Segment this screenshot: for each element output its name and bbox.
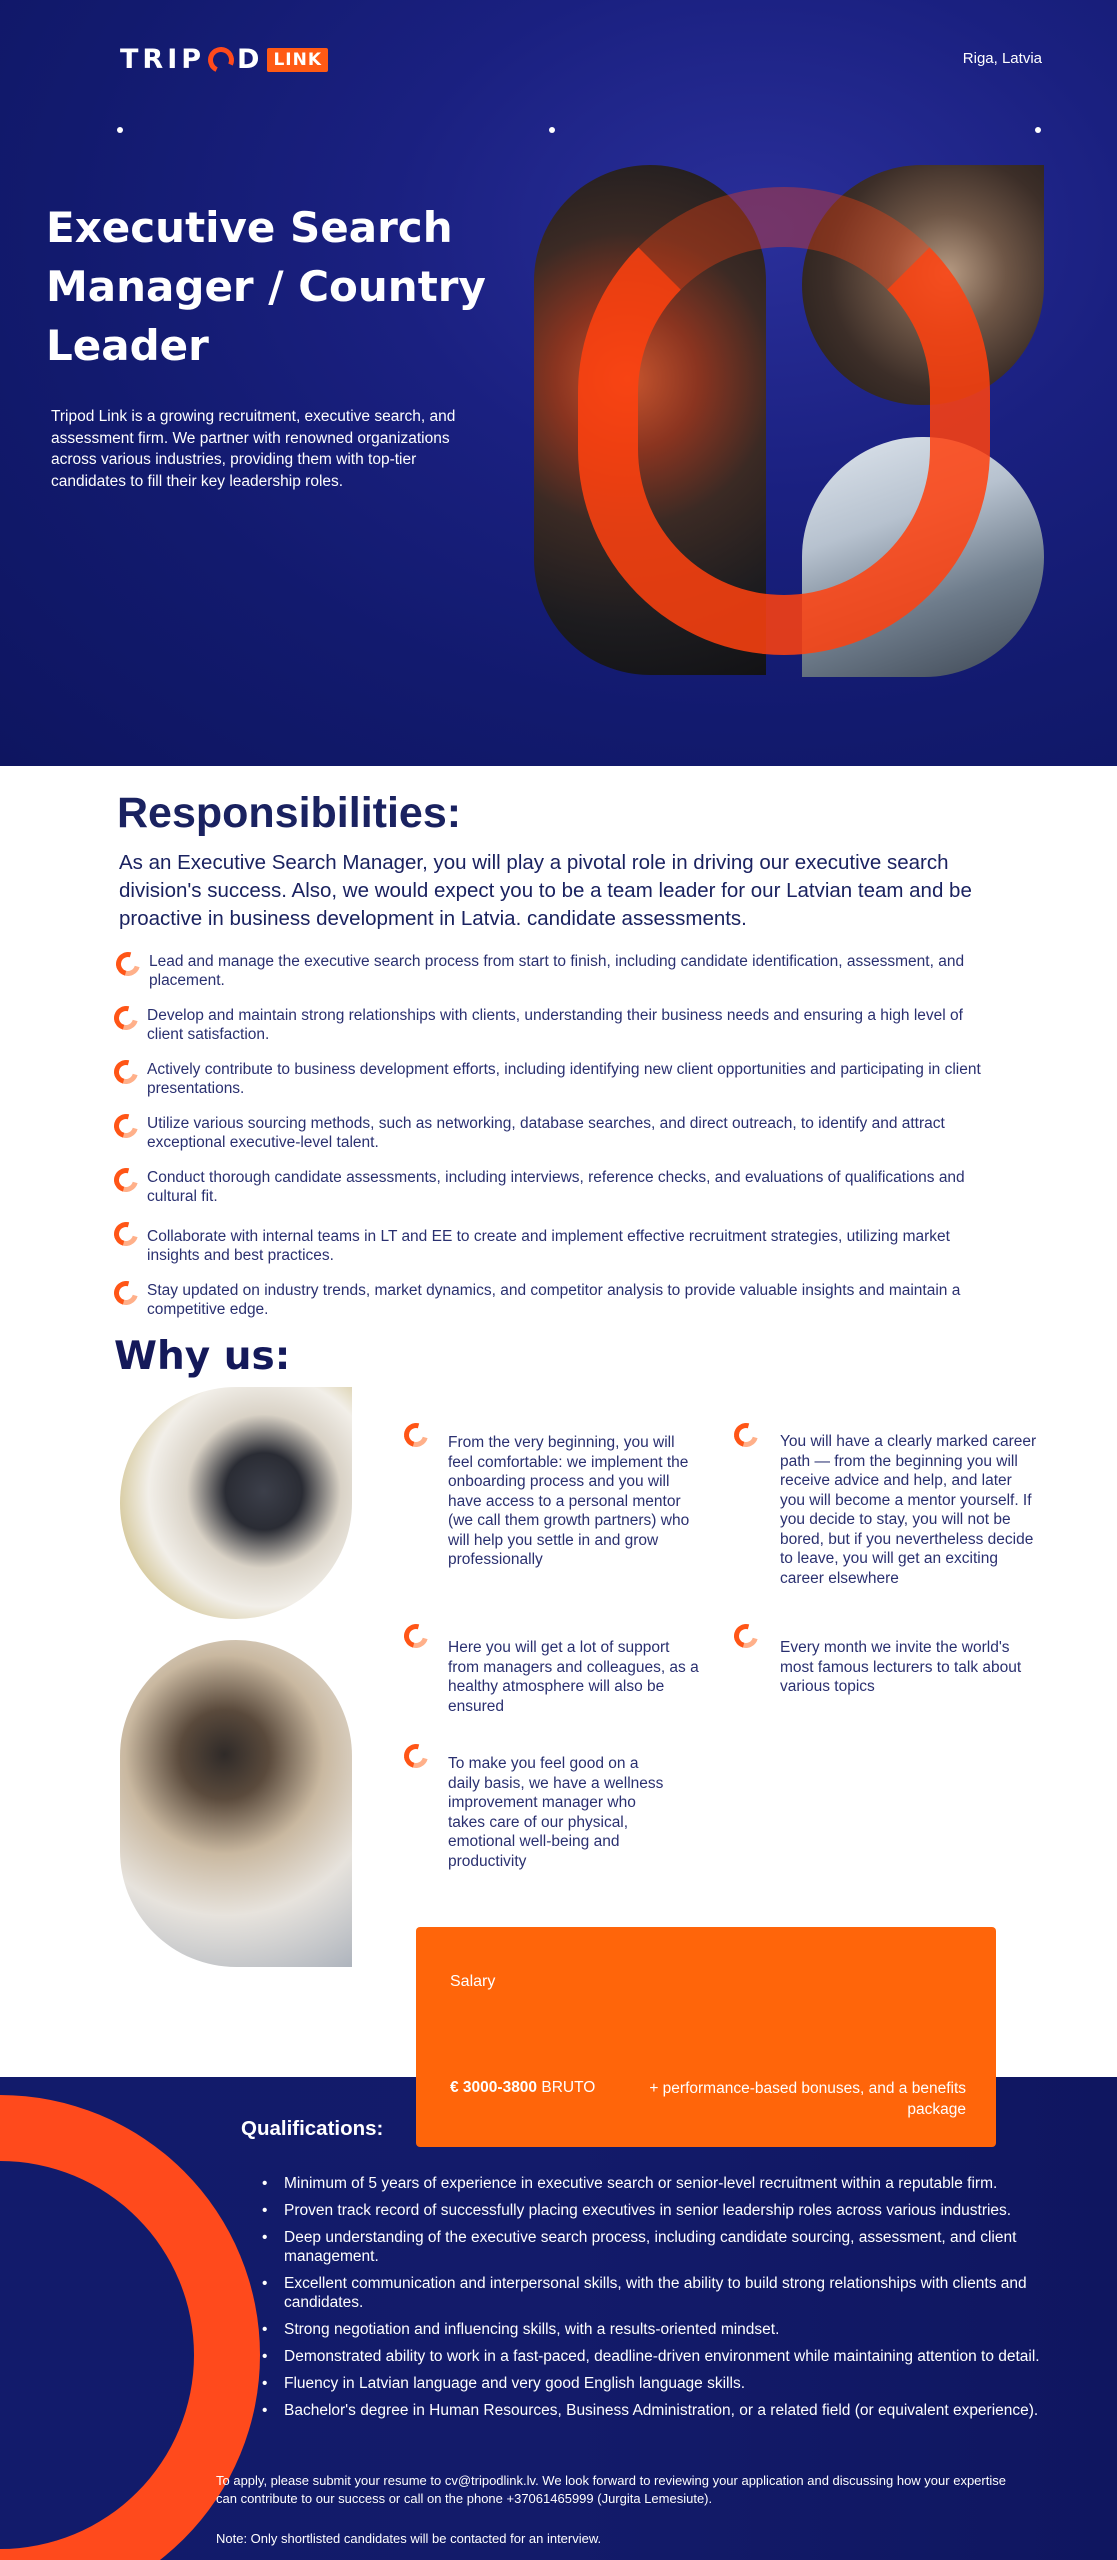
salary-unit: BRUTO xyxy=(541,2079,596,2096)
decor-dot xyxy=(1035,127,1041,133)
company-intro: Tripod Link is a growing recruitment, executive search, and assessment firm. We partner with renowned organizations across various industries, providing them with top-tier candidates to fill their key leadership roles. xyxy=(51,408,456,490)
logo-text-d: D xyxy=(237,44,264,75)
decor-dot xyxy=(549,127,555,133)
responsibilities-heading: Responsibilities: xyxy=(117,789,462,837)
photo-office-team xyxy=(120,1640,352,1967)
list-item: • Bachelor's degree in Human Resources, Business Administration, or a related field (or equivalent experience). xyxy=(262,2401,1062,2420)
list-item: Utilize various sourcing methods, such as networking, database searches, and direct outreach, to identify and attract exceptional executive-level talent. xyxy=(114,1114,984,1152)
responsibilities-list xyxy=(114,952,984,1319)
responsibilities-intro: As an Executive Search Manager, you will play a pivotal role in driving our executive search division's success. Also, we would expect you to be a team leader for our Latvian team and be proactive in business development in Latvia. candidate assessments. xyxy=(119,851,972,930)
orange-bullet-icon xyxy=(400,1419,433,1452)
job-title: Executive Search Manager / Country Leader xyxy=(46,203,486,370)
orange-bullet-icon xyxy=(730,1620,763,1653)
list-item: Actively contribute to business development efforts, including identifying new client opportunities and participating in client presentations. xyxy=(114,1060,984,1098)
why-us-item: Here you will get a lot of support from managers and colleagues, as a healthy atmosphere will also be ensured xyxy=(448,1639,699,1715)
salary-label: Salary xyxy=(450,1973,496,1990)
hero-photo-collage xyxy=(534,165,1044,680)
list-item: • Demonstrated ability to work in a fast-paced, deadline-driven environment while maintaining attention to detail. xyxy=(262,2347,1062,2366)
salary-card xyxy=(416,1927,996,2147)
qualifications-list xyxy=(262,2174,1062,2420)
list-item: Conduct thorough candidate assessments, including interviews, reference checks, and evaluations of qualifications and cultural fit. xyxy=(114,1168,984,1206)
shortlist-note: Note: Only shortlisted candidates will be contacted for an interview. xyxy=(216,2531,602,2546)
orange-bullet-icon xyxy=(400,1740,433,1773)
list-item: Stay updated on industry trends, market dynamics, and competitor analysis to provide valuable insights and maintain a competitive edge. xyxy=(114,1281,984,1319)
orange-bullet-icon xyxy=(110,1056,143,1089)
list-item: • Fluency in Latvian language and very good English language skills. xyxy=(262,2374,1062,2393)
list-item: Collaborate with internal teams in LT and EE to create and implement effective recruitment strategies, utilizing market insights and best practices. xyxy=(114,1222,984,1265)
job-location: Riga, Latvia xyxy=(962,50,1042,67)
orange-brand-arc xyxy=(578,187,990,655)
orange-bullet-icon xyxy=(110,1002,143,1035)
orange-bullet-icon xyxy=(400,1620,433,1653)
orange-bullet-icon xyxy=(110,1277,143,1310)
list-item: • Strong negotiation and influencing skills, with a results-oriented mindset. xyxy=(262,2320,1062,2339)
orange-bullet-icon xyxy=(112,948,145,981)
list-item: • Proven track record of successfully placing executives in senior leadership roles across various industries. xyxy=(262,2201,1062,2220)
orange-bullet-icon xyxy=(110,1110,143,1143)
why-us-item: To make you feel good on a daily basis, we have a wellness improvement manager who takes care of our physical, emotional well-being and productivity xyxy=(448,1755,664,1870)
logo-text: TRIP xyxy=(120,44,206,75)
list-item: Develop and maintain strong relationships with clients, understanding their business needs and ensuring a high level of client satisfaction. xyxy=(114,1006,984,1044)
list-item: • Excellent communication and interpersonal skills, with the ability to build strong relationships with clients and candidates. xyxy=(262,2274,1062,2312)
why-us-item: Every month we invite the world's most famous lecturers to talk about various topics xyxy=(780,1639,1022,1695)
list-item: • Minimum of 5 years of experience in executive search or senior-level recruitment within a reputable firm. xyxy=(262,2174,1062,2193)
why-us-item: From the very beginning, you will feel comfortable: we implement the onboarding process and you will have access to a personal mentor (we call them growth partners) who will help you settle in and grow professionally xyxy=(448,1434,690,1568)
qualifications-heading: Qualifications: xyxy=(241,2117,384,2140)
orange-bullet-icon xyxy=(730,1419,763,1452)
logo-link-badge: LINK xyxy=(267,48,328,72)
salary-range: € 3000-3800 xyxy=(450,2079,538,2096)
hero-section xyxy=(0,0,1117,766)
salary-benefits: + performance-based bonuses, and a benefits package xyxy=(649,2080,966,2118)
apply-instructions: To apply, please submit your resume to cv@tripodlink.lv. We look forward to reviewing your application and discussing how your expertise can contribute to our success or call on the phone +37061465999 (Jurgita Lemesiute). xyxy=(216,2473,1006,2506)
orange-bullet-icon xyxy=(110,1218,143,1251)
qualifications-section xyxy=(0,2077,1117,2560)
list-item: Lead and manage the executive search process from start to finish, including candidate identification, assessment, and placement. xyxy=(116,952,984,990)
salary-amount xyxy=(450,2079,595,2097)
list-item: • Deep understanding of the executive search process, including candidate sourcing, assessment, and client management. xyxy=(262,2228,1062,2266)
photo-smiling-woman xyxy=(120,1387,352,1619)
orange-bullet-icon xyxy=(110,1164,143,1197)
decor-dot xyxy=(117,127,123,133)
why-us-heading: Why us: xyxy=(114,1334,291,1379)
why-us-item: You will have a clearly marked career path — from the beginning you will receive advice and help, and later you will become a mentor yourself. If you decide to stay, you will not be bored, but if you nevertheless decide to leave, you will get an exciting career elsewhere xyxy=(780,1433,1037,1587)
logo-ring-icon xyxy=(204,43,237,76)
tripod-link-logo xyxy=(120,44,328,75)
